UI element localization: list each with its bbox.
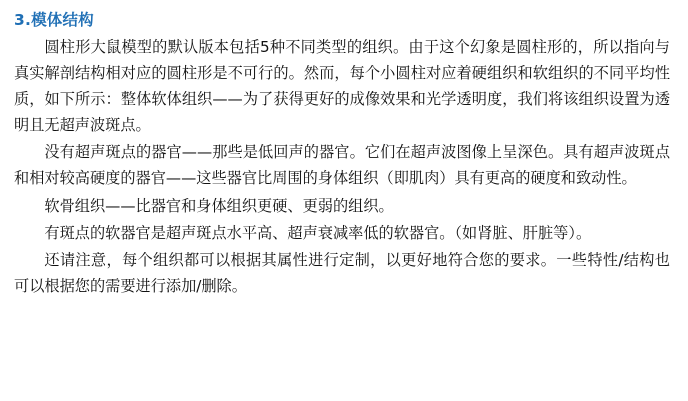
paragraph: 软骨组织——比器官和身体组织更硬、更弱的组织。 — [44, 196, 394, 215]
paragraph: 圆柱形大鼠模型的默认版本包括5种不同类型的组织。由于这个幻象是圆柱形的，所以指向与真实解剖结构相对应的圆柱形是不可行的。然而，每个小圆柱对应着硬组织和软组织的不同平均性质，如下所示：整体软体组织——为了获得更好的成像效果和光学透明度，我们将该组织设置为透明且无超声波斑点。 — [14, 37, 670, 135]
paragraph: 没有超声斑点的器官——那些是低回声的器官。它们在超声波图像上呈深色。具有超声波斑点和相对较高硬度的器官——这些器官比周围的身体组织（即肌肉）具有更高的硬度和致动性。 — [14, 143, 670, 188]
paragraph: 有斑点的软器官是超声斑点水平高、超声衰减率低的软器官。（如肾脏、肝脏等）。 — [44, 223, 592, 242]
paragraph: 还请注意，每个组织都可以根据其属性进行定制，以更好地符合您的要求。一些特性/结构也可以根据您的需要进行添加/删除。 — [14, 250, 670, 295]
document-body — [14, 34, 670, 299]
section-heading: 3.模体结构 — [14, 11, 94, 29]
